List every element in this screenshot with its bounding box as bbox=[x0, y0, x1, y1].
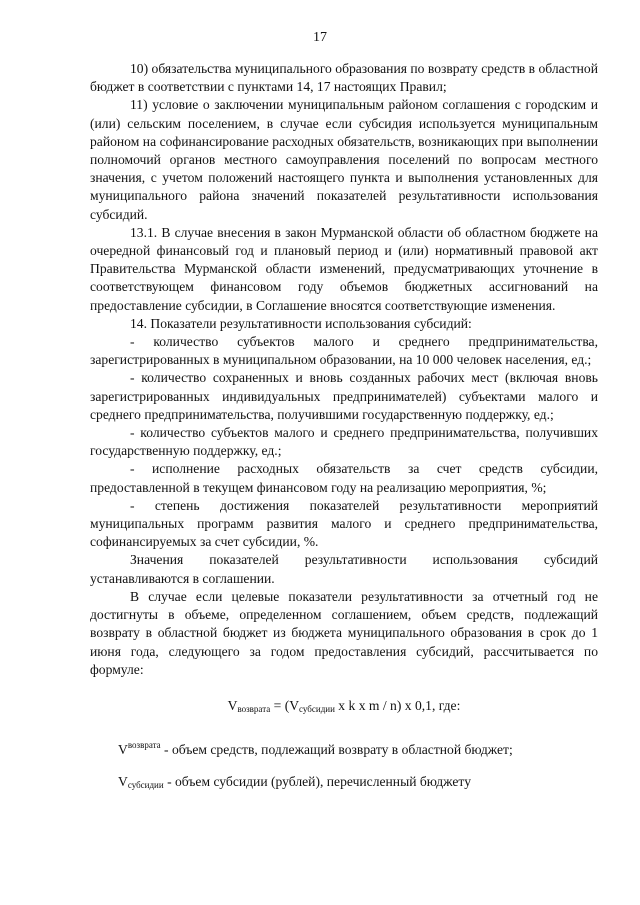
list-item: - исполнение расходных обязательств за счет средств субсидии, предоставленной в текущем финансовом году на реализацию мероприятия, %; bbox=[90, 461, 598, 495]
definition-superscript: возврата bbox=[127, 740, 161, 751]
definition-symbol: V bbox=[118, 774, 128, 790]
formula-subscript: возврата bbox=[237, 703, 271, 714]
paragraph: Значения показателей результативности использования субсидий устанавливаются в соглашении. bbox=[90, 552, 598, 586]
formula-part: x k x m / n) x 0,1, где: bbox=[334, 697, 461, 713]
formula-part: = (V bbox=[270, 697, 300, 713]
formula bbox=[90, 697, 598, 718]
list-item: - количество сохраненных и вновь созданных рабочих мест (включая вновь зарегистрированных индивидуальных предпринимателей) субъектами малого и среднего предпринимательства, получившими государственную поддержку, ед.; bbox=[90, 370, 598, 422]
list-item: - количество субъектов малого и среднего предпринимательства, получивших государственную поддержку, ед.; bbox=[90, 425, 598, 459]
definition bbox=[90, 736, 598, 759]
page-number: 17 bbox=[313, 30, 327, 45]
definition-text: - объем средств, подлежащий возврату в областной бюджет; bbox=[160, 742, 513, 758]
paragraph: 13.1. В случае внесения в закон Мурманской области об областном бюджете на очередной финансовый год и плановый период и (или) нормативный правовой акт Правительства Мурманской области изменений, предусматривающих уточнение в соответствующем финансовом году объемов бюджетных ассигнований на предоставление субсидии, в Соглашение вносятся соответствующие изменения. bbox=[90, 224, 598, 313]
list-item: - степень достижения показателей результативности мероприятий муниципальных программ развития малого и среднего предпринимательства, софинансируемых за счет субсидии, %. bbox=[90, 497, 598, 550]
formula-symbol: V bbox=[227, 697, 238, 713]
paragraph: 11) условие о заключении муниципальным районом соглашения с городским и (или) сельским поселением, в случае если субсидия используется муниципальным районом на софинансирование расходных обязательств, возникающих при выполнении полномочий органов местного самоуправления поселений по вопросам местного значения, с учетом положений настоящего пункта и выполнения установленных для муниципального района значений показателей результативности использования субсидий. bbox=[90, 97, 598, 222]
formula-subscript: субсидии bbox=[299, 703, 335, 714]
paragraph: 10) обязательства муниципального образования по возврату средств в областной бюджет в соответствии с пунктами 14, 17 настоящих Правил; bbox=[90, 61, 598, 95]
document-body bbox=[90, 60, 598, 795]
paragraph: В случае если целевые показатели результативности за отчетный год не достигнуты в объеме, определенном соглашением, объем средств, подлежащий возврату в областной бюджет из бюджета муниципального образования в срок до 1 июня года, следующего за годом предоставления субсидий, рассчитывается по формуле: bbox=[90, 588, 598, 677]
definition-subscript: субсидии bbox=[127, 780, 164, 791]
definition bbox=[90, 773, 598, 794]
paragraph: 14. Показатели результативности использования субсидий: bbox=[130, 315, 472, 331]
definition-text: - объем субсидии (рублей), перечисленный бюджету bbox=[163, 774, 471, 790]
definition-symbol: V bbox=[118, 742, 128, 758]
list-item: - количество субъектов малого и среднего предпринимательства, зарегистрированных в муниципальном образовании, на 10 000 человек населения, ед.; bbox=[90, 334, 598, 368]
